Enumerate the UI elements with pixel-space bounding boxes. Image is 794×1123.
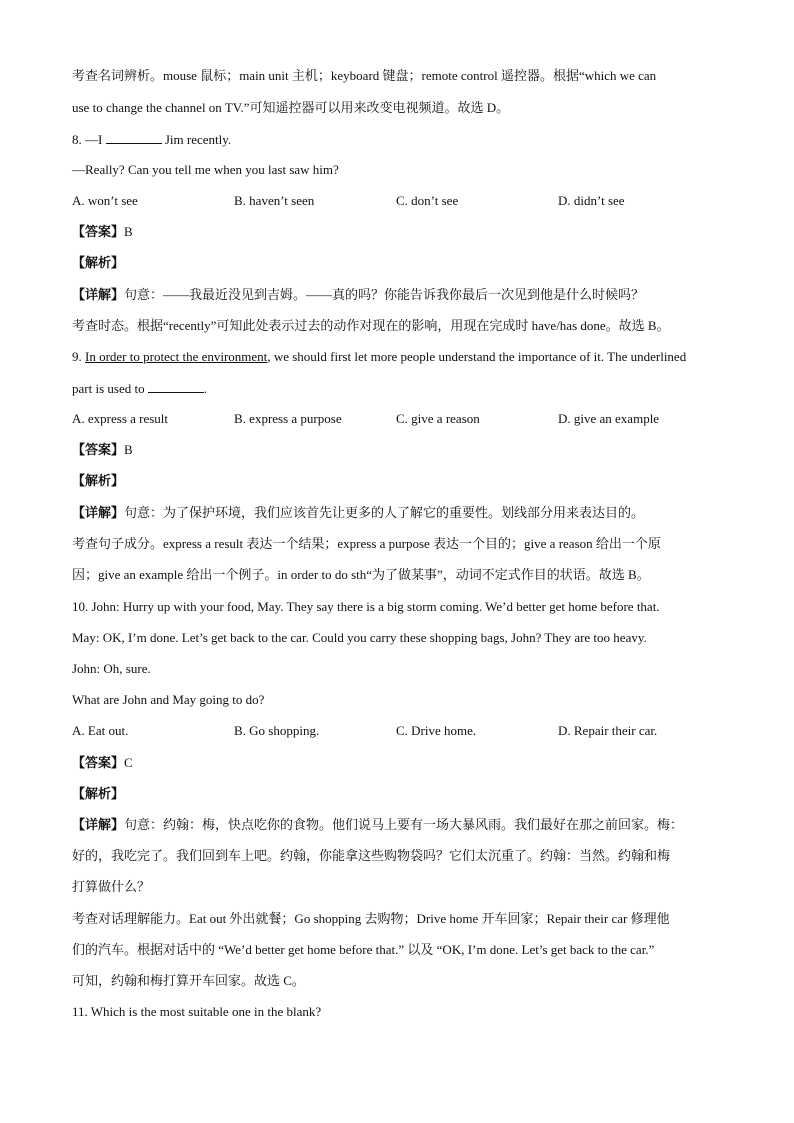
answer-row: [72, 224, 133, 240]
detail-text: 考查时态。根据“recently”可知此处表示过去的动作对现在的影响，用现在完成时 have/has done。故选 B。: [72, 318, 670, 333]
detail-tag: 【详解】: [72, 287, 125, 302]
detail-text: 考查对话理解能力。Eat out 外出就餐；Go shopping 去购物；Drive home 开车回家；Repair their car 修理他: [72, 911, 670, 926]
detail-tag: 【详解】: [72, 505, 125, 520]
question-10-question: What are John and May going to do?: [72, 692, 265, 707]
answer-blank: [148, 380, 204, 393]
detail-text: 句意：为了保护环境，我们应该首先让更多的人了解它的重要性。划线部分用来表达目的。: [124, 505, 645, 520]
question-9-stem-line2: part is used to .: [72, 381, 208, 396]
detail-text: 句意：——我最近没见到吉姆。——真的吗？你能告诉我你最后一次见到他是什么时候吗？: [124, 287, 645, 302]
detail-row: [72, 287, 644, 303]
detail-text: 打算做什么？: [72, 879, 151, 894]
option-c: C. give a reason: [396, 411, 480, 426]
question-9-stem: [72, 349, 686, 365]
question-10-line: John: Oh, sure.: [72, 661, 151, 676]
detail-text: 因；give an example 给出一个例子。in order to do sth“为了做某事”，动词不定式作目的状语。故选 B。: [72, 567, 650, 582]
analysis-tag: 【解析】: [72, 473, 125, 488]
detail-row: [72, 505, 644, 521]
question-10-line: May: OK, I’m done. Let’s get back to the car. Could you carry these shopping bags, John? They are too heavy.: [72, 630, 647, 645]
question-9-prompt: part is used to: [72, 381, 145, 396]
answer-row: [72, 755, 133, 771]
question-8-number: 8. —I: [72, 132, 103, 147]
option-b: B. Go shopping.: [234, 723, 320, 738]
analysis-text: 考查名词辨析。mouse 鼠标；main unit 主机；keyboard 键盘；remote control 遥控器。根据“which we can: [72, 68, 657, 83]
detail-text: 们的汽车。根据对话中的 “We’d better get home before that.” 以及 “OK, I’m done. Let’s get back to the car.”: [72, 942, 655, 957]
question-8-stem-end: Jim recently.: [164, 132, 232, 147]
answer-value: C: [124, 755, 133, 770]
question-9-stem-rest: , we should first let more people understand the importance of it. The underlined: [267, 349, 687, 364]
option-d: D. Repair their car.: [558, 723, 658, 738]
detail-text: 可知，约翰和梅打算开车回家。故选 C。: [72, 973, 305, 988]
question-8-dialogue: —Really? Can you tell me when you last saw him?: [72, 162, 339, 177]
analysis-tag: 【解析】: [72, 786, 125, 801]
question-11-stem: 11. Which is the most suitable one in the blank?: [72, 1004, 322, 1019]
option-c: C. Drive home.: [396, 723, 477, 738]
detail-text: 好的，我吃完了。我们回到车上吧。约翰，你能拿这些购物袋吗？它们太沉重了。约翰：当然。约翰和梅: [72, 848, 671, 863]
answer-tag: 【答案】: [72, 442, 125, 457]
analysis-text: use to change the channel on TV.”可知遥控器可以用来改变电视频道。故选 D。: [72, 100, 510, 115]
option-d: D. give an example: [558, 411, 660, 426]
analysis-tag: 【解析】: [72, 255, 125, 270]
option-c: C. don’t see: [396, 193, 459, 208]
detail-row: [72, 817, 683, 833]
answer-row: [72, 442, 133, 458]
question-8-stem: [72, 131, 231, 148]
answer-tag: 【答案】: [72, 224, 125, 239]
detail-text: 考查句子成分。express a result 表达一个结果；express a purpose 表达一个目的；give a reason 给出一个原: [72, 536, 661, 551]
option-a: A. express a result: [72, 411, 169, 426]
option-d: D. didn’t see: [558, 193, 625, 208]
detail-text: 句意：约翰：梅，快点吃你的食物。他们说马上要有一场大暴风雨。我们最好在那之前回家。梅：: [124, 817, 684, 832]
option-a: A. Eat out.: [72, 723, 129, 738]
answer-value: B: [124, 224, 133, 239]
answer-blank: [106, 131, 162, 144]
option-b: B. express a purpose: [234, 411, 342, 426]
option-a: A. won’t see: [72, 193, 138, 208]
detail-tag: 【详解】: [72, 817, 125, 832]
underlined-phrase: In order to protect the environment: [85, 349, 268, 364]
answer-value: B: [124, 442, 133, 457]
question-9-number: 9.: [72, 349, 82, 364]
answer-tag: 【答案】: [72, 755, 125, 770]
option-b: B. haven’t seen: [234, 193, 315, 208]
question-10-line: 10. John: Hurry up with your food, May. They say there is a big storm coming. We’d better get home before that.: [72, 599, 660, 614]
